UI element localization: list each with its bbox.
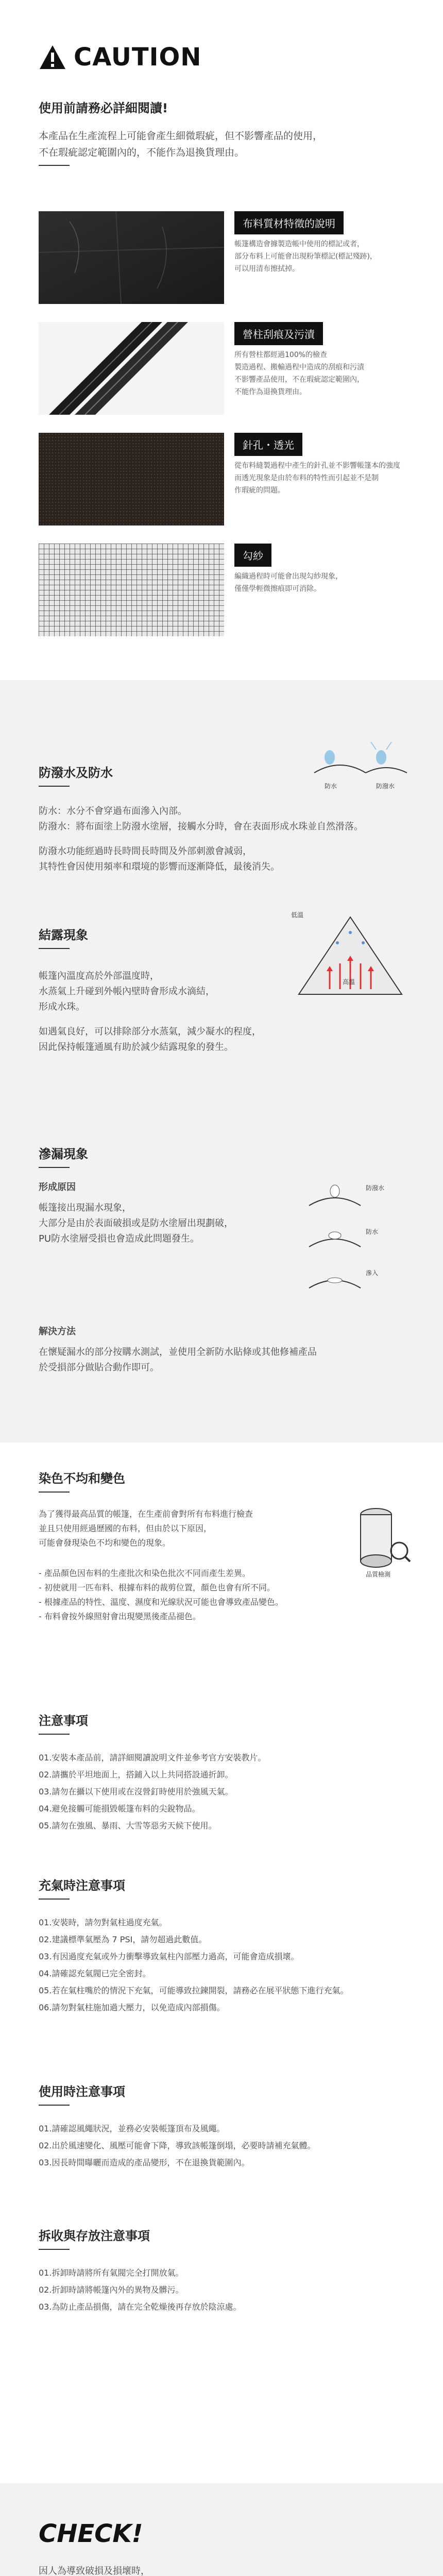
divider <box>39 1167 70 1168</box>
text-line: 其特性會因使用頻率和環境的影響而逐漸降低，最後消失。 <box>39 861 280 872</box>
list-item: 05.若在氣柱嘴於的情況下充氣，可能導致拉鍊開裂，請務必在展平狀態下進行充氣。 <box>39 1986 349 1995</box>
desc-line: 編織過程時可能會出現勾紗現象， <box>234 572 343 581</box>
list-item: 03.請勿在攝以下使用或在沒營釘時使用於強風天氣。 <box>39 1787 233 1797</box>
text-line: 於受損部分做貼合動作即可。 <box>39 1362 159 1373</box>
dye-section <box>0 1443 443 1659</box>
desc-line: 僅僅學輕微擦痕即可消除。 <box>234 585 321 593</box>
storage-list <box>39 2264 410 2315</box>
diagram-label: 高溫 <box>343 978 355 986</box>
waterproof-title: 防潑水及防水 <box>39 766 113 780</box>
notes-section <box>0 1659 443 1947</box>
text-line: 如遇氣良好，可以排除部分水蒸氣，減少凝水的程度， <box>39 1026 261 1037</box>
text-line: 可能會發現染色不均和變色的現象。 <box>39 1538 171 1548</box>
check-title: CHECK! <box>39 2519 143 2548</box>
bullet-item: - 初使就用一匹布料、根據布料的裁剪位置，顏色也會有所不同。 <box>39 1583 275 1592</box>
material-item <box>39 211 420 304</box>
diagram-label: 防水 <box>366 1228 379 1235</box>
desc-line: 不影響產品使用，不在瑕疵認定範圍內， <box>234 376 364 384</box>
waterproof-text <box>39 804 410 875</box>
text-line: 大部分是由於表面破損或是防水塗層出現劃破， <box>39 1218 233 1229</box>
inflation-list <box>39 1914 410 2016</box>
divider <box>39 786 70 787</box>
mesh-fabric-image <box>39 544 224 636</box>
list-item: 01.安裝本產品前，請詳細閱讀說明文件並參考官方安裝教片。 <box>39 1753 266 1762</box>
list-item: 02.出於風速變化、風壓可能會下降，導致該帳篷倒塌，必要時請補充氣體。 <box>39 2141 316 2150</box>
list-item: 04.避免接觸可能損毀帳篷布料的尖銳物品。 <box>39 1804 200 1814</box>
condensation-title: 結露現象 <box>39 928 88 942</box>
usage-title: 使用時注意事項 <box>39 2084 125 2099</box>
text-line: 並且只使用經過歷國的布料，但由於以下原因， <box>39 1523 212 1533</box>
seepage-cause-text <box>39 1200 281 1247</box>
list-item: 02.折卸時請將帳篷內外的異物及髒污。 <box>39 2285 184 2295</box>
material-tag: 布料質材特徵的說明 <box>234 211 344 234</box>
list-item: 01.拆卸時請將所有氣閥完全打開放氣。 <box>39 2268 184 2278</box>
list-item: 02.請攜於平坦地面上，搭鋪入以上共同搭設通折卸。 <box>39 1770 233 1780</box>
text-line: 帳篷內溫度高於外部溫度時， <box>39 971 159 981</box>
text-line: 為了獲得最高品質的帳篷，在生產前會對所有布料進行檢查 <box>39 1509 253 1519</box>
material-desc <box>234 349 420 398</box>
material-desc <box>234 570 420 595</box>
desc-line: 可以用清布擦拭掉。 <box>234 265 299 273</box>
material-item <box>39 433 420 526</box>
text-line: 因人為導致破損及損壞時， <box>39 2566 150 2576</box>
desc-line: 製造過程、搬輸過程中造成的刮痕和污漬 <box>234 363 364 371</box>
divider <box>39 165 70 166</box>
list-item: 03.為防止產品損傷，請在完全乾燥後再存放於陰涼處。 <box>39 2302 242 2312</box>
text-line: PU防水塗層受損也會造成此問題發生。 <box>39 1233 200 1244</box>
notes-list <box>39 1749 410 1834</box>
intro-line: 不在瑕疵認定範圍內的，不能作為退換貨理由。 <box>39 147 245 158</box>
text-line: 防潑水功能經過時長時間長時間及外部刺激會減弱， <box>39 846 252 857</box>
intro-text <box>39 128 410 161</box>
condensation-text <box>39 969 410 1055</box>
fabric-marking-image <box>39 211 224 304</box>
bullet-item: - 產品顏色因布料的生產批次和染色批次不同而產生差異。 <box>39 1568 250 1578</box>
text-line: 防水：水分不會穿過布面滲入內部。 <box>39 806 187 817</box>
seepage-diagram <box>304 1175 412 1298</box>
list-item: 03.因長時間曝曬而造成的產品變形，不在退換貨範圍內。 <box>39 2158 250 2167</box>
list-item: 04.請確認充氣閥已完全密封。 <box>39 1969 151 1978</box>
diagram-label: 品質檢測 <box>366 1571 391 1578</box>
intro-heading: 使用前請務必詳細閱讀! <box>39 101 168 115</box>
inflation-title: 充氣時注意事項 <box>39 1878 125 1893</box>
caution-section <box>0 0 443 680</box>
notes-title: 注意事項 <box>39 1714 88 1728</box>
material-desc <box>234 460 420 497</box>
diagram-label: 防潑水 <box>376 783 395 790</box>
intro-line: 本產品在生產流程上可能會產生細微瑕疵，但不影響產品的使用， <box>39 130 323 142</box>
list-item: 01.安裝時，請勿對氣柱過度充氣。 <box>39 1918 167 1927</box>
diagram-label: 防水 <box>325 783 337 790</box>
divider <box>39 2105 70 2106</box>
seepage-subtitle: 形成原因 <box>39 1182 76 1193</box>
list-item: 06.請勿對氣柱施加過大壓力，以免造成內部損傷。 <box>39 2003 225 2012</box>
seepage-title: 滲漏現象 <box>39 1147 88 1161</box>
storage-title: 拆收與存放注意事項 <box>39 2229 150 2243</box>
dye-text <box>39 1507 348 1550</box>
bullet-item: - 根據產品的特性、溫度、濕度和光線狀況可能也會導致產品變色。 <box>39 1597 283 1607</box>
text-line: 帳篷接出現漏水現象， <box>39 1202 131 1213</box>
list-item: 05.請勿在強風、暴雨、大雪等惡劣天候下使用。 <box>39 1821 217 1831</box>
check-section <box>0 2483 443 2576</box>
divider <box>39 2249 70 2250</box>
diagram-label: 防潑水 <box>366 1184 385 1192</box>
tent-pole-image <box>39 322 224 415</box>
list-item: 01.請確認風繩狀況，並務必安裝帳篷頂布及風繩。 <box>39 2124 225 2133</box>
waterproof-diagram <box>309 737 412 793</box>
solution-text <box>39 1345 410 1376</box>
diagram-label: 低溫 <box>291 911 304 919</box>
desc-line: 帳篷構造會據製造帳中使用的標記或者， <box>234 240 364 248</box>
text-line: 形成水珠。 <box>39 1002 85 1012</box>
caution-header <box>39 43 201 72</box>
text-line: 因此保持帳篷通風有助於減少結露現象的發生。 <box>39 1042 233 1053</box>
diagram-label: 滲入 <box>366 1269 379 1277</box>
text-line: 在懷疑漏水的部分按購水測試，並使用全新防水貼條或其他修補產品 <box>39 1347 317 1358</box>
desc-line: 所有營柱都經過100%的檢查 <box>234 351 328 359</box>
divider <box>39 1734 70 1735</box>
spacer <box>39 1015 410 1024</box>
material-tag: 針孔・透光 <box>234 433 302 456</box>
desc-line: 不能作為退換貨理由。 <box>234 388 306 396</box>
text-line: 防潑水：將布面塗上防潑水塗層，接觸水分時，會在表面形成水珠並自然滑落。 <box>39 821 363 832</box>
warning-triangle-icon <box>39 44 66 70</box>
usage-list <box>39 2120 410 2171</box>
bullet-item: - 布料會按外線照射會出現變黑後產品褪色。 <box>39 1612 201 1621</box>
text-line: 水蒸氣上升碰到外帳內壁時會形成水滴結， <box>39 986 215 997</box>
divider <box>39 1492 70 1493</box>
care-info-section <box>0 680 443 1443</box>
material-item <box>39 322 420 415</box>
desc-line: 從布料縫製過程中產生的針孔並不影響帳篷本的強度 <box>234 462 400 470</box>
caution-title: CAUTION <box>74 43 202 72</box>
divider <box>39 1899 70 1900</box>
material-item <box>39 544 420 636</box>
list-item: 03.有因過度充氣或外力衝擊導致氣柱內部壓力過高，可能會造成損壞。 <box>39 1952 299 1961</box>
dye-title: 染色不均和變色 <box>39 1471 125 1486</box>
spacer <box>39 835 410 844</box>
divider <box>39 948 70 949</box>
material-desc <box>234 238 420 275</box>
desc-line: 作瑕疵的問題。 <box>234 486 285 495</box>
pinhole-fabric-image <box>39 433 224 526</box>
desc-line: 而透光現象是由於布料的特性而引起並不是制 <box>234 474 379 482</box>
solution-title: 解決方法 <box>39 1326 76 1337</box>
list-item: 02.建議標準氣壓為 7 PSI，請勿超過此數值。 <box>39 1935 207 1944</box>
fabric-roll-icon <box>355 1502 412 1579</box>
dye-bullets <box>39 1566 358 1624</box>
material-tag: 營柱刮痕及污漬 <box>234 322 323 345</box>
desc-line: 部分布料上可能會出現粉筆標記(標記殘跡)， <box>234 252 377 261</box>
material-tag: 勾紗 <box>234 544 271 567</box>
check-item <box>39 2563 410 2576</box>
